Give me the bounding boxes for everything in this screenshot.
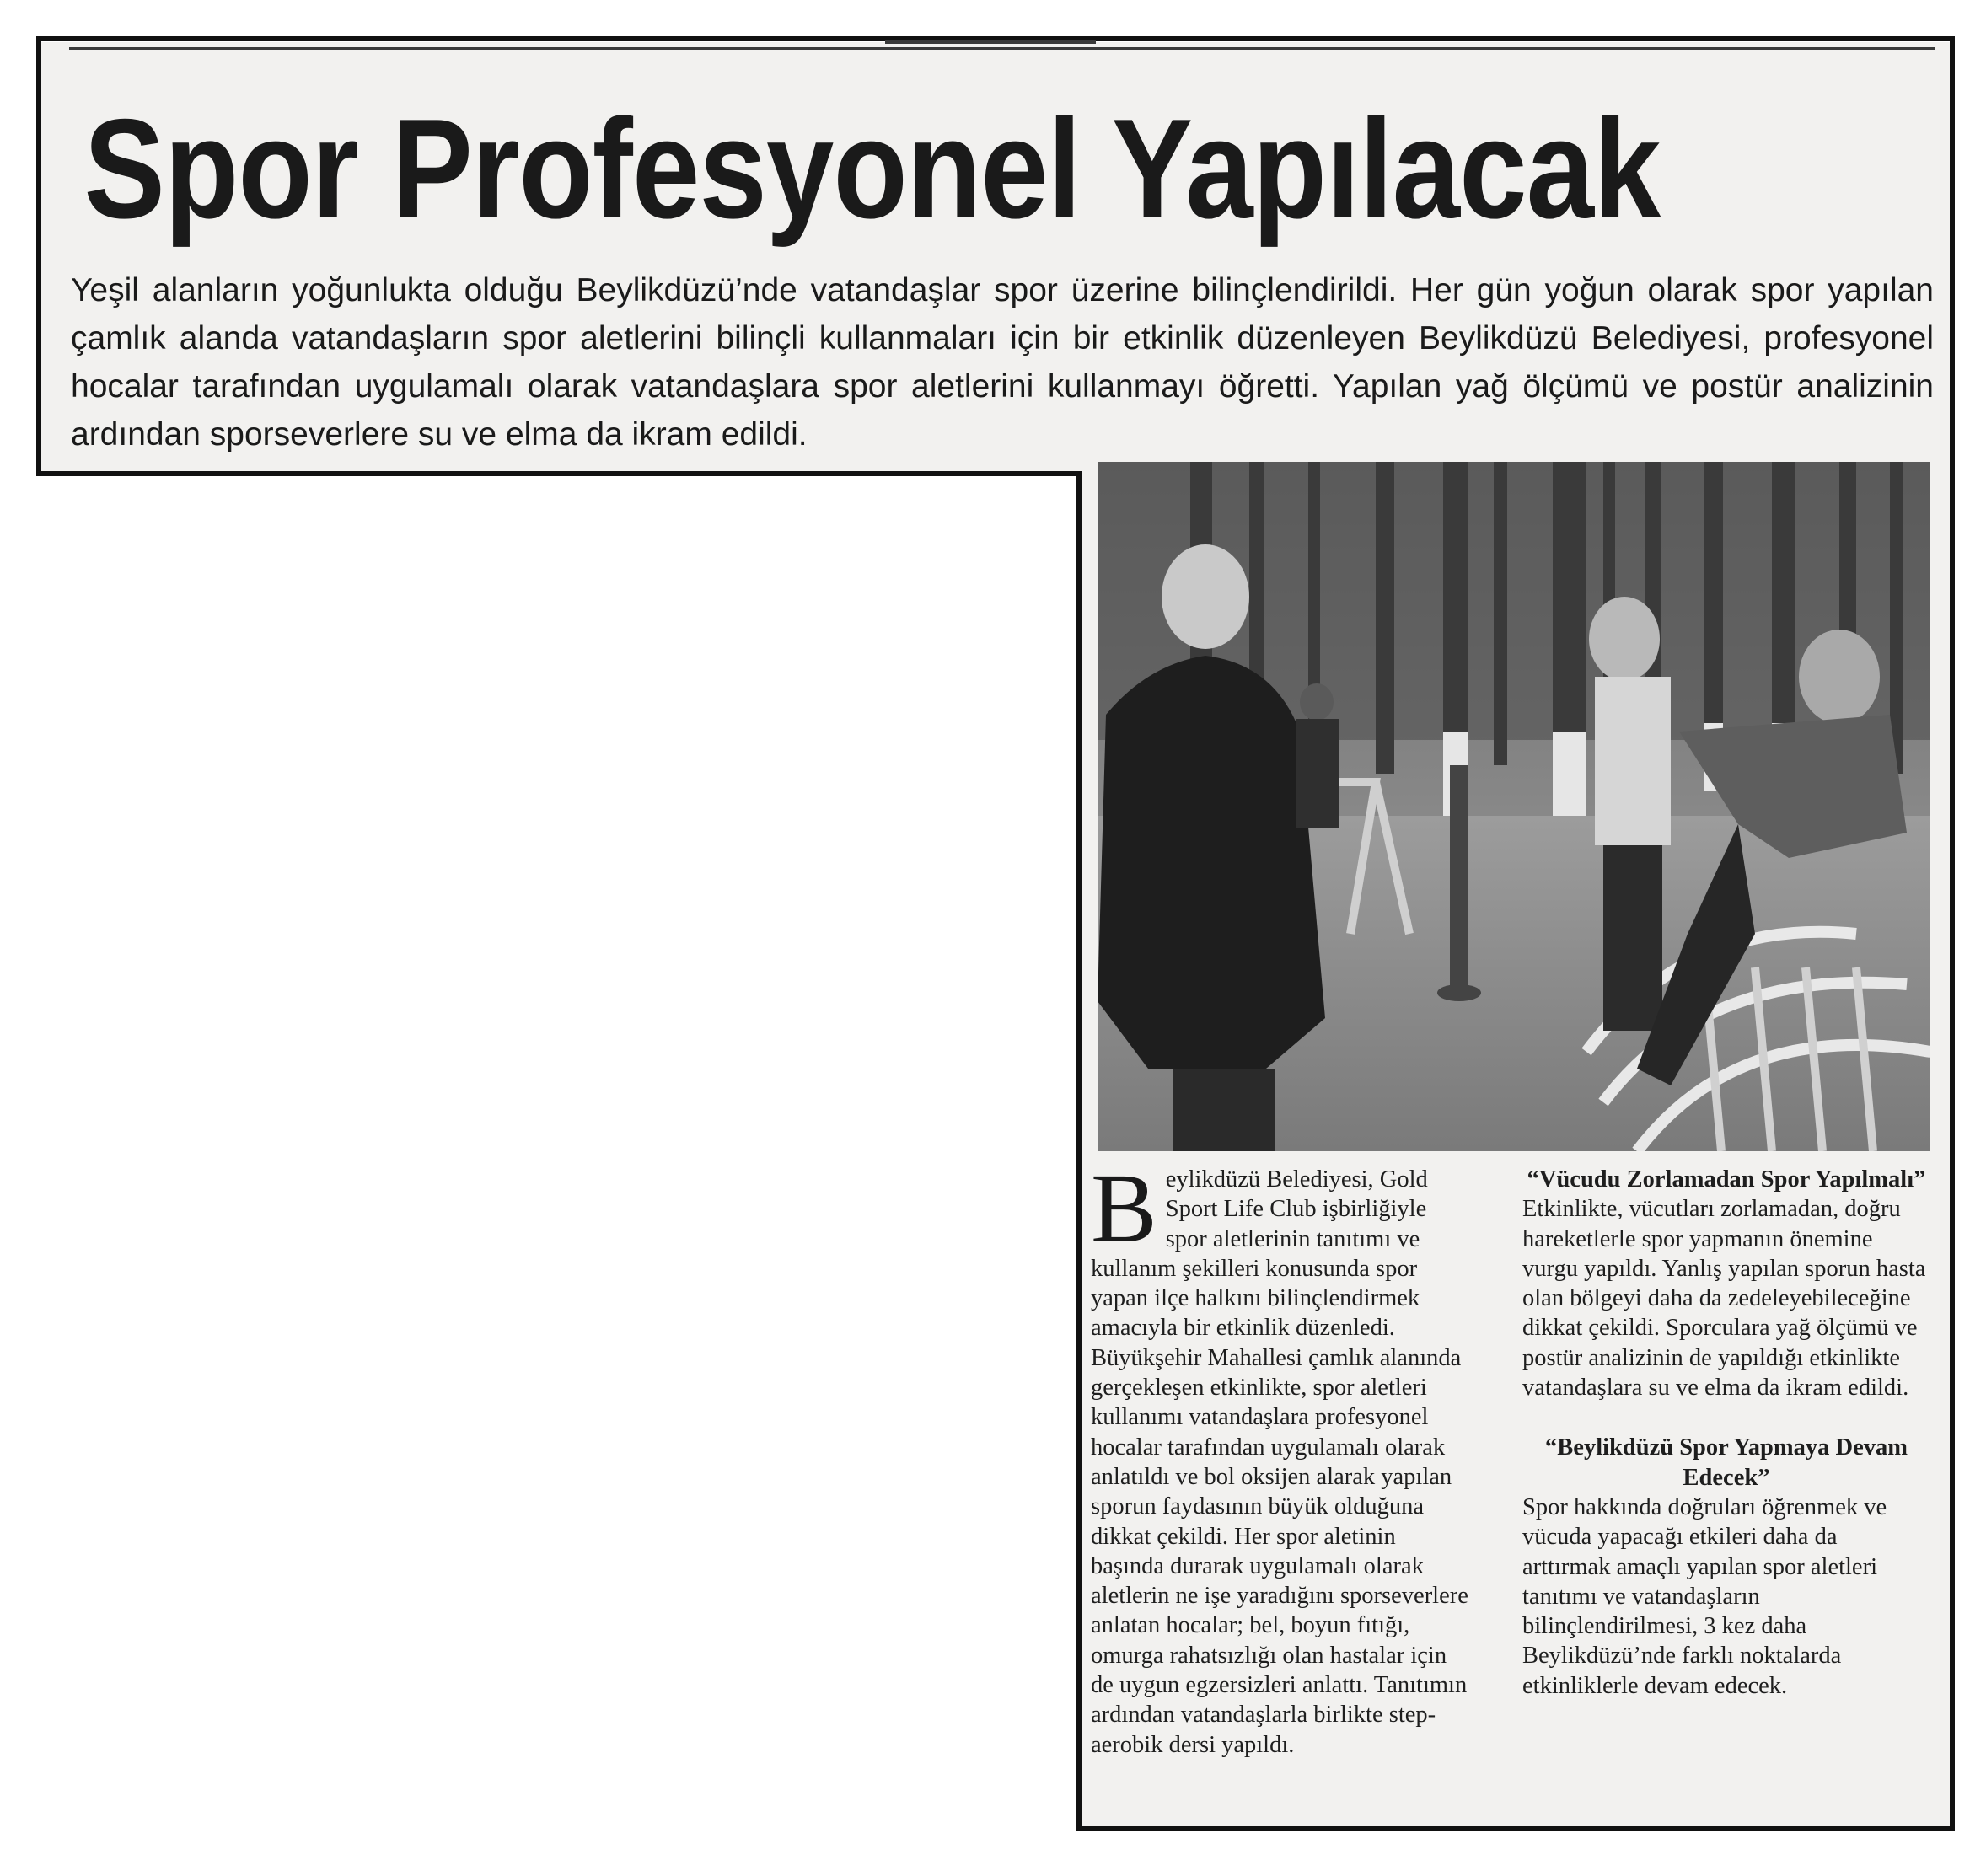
section-heading-1: “Vücudu Zorlamadan Spor Yapılmalı” bbox=[1527, 1166, 1926, 1193]
drop-cap: B bbox=[1091, 1153, 1157, 1263]
top-rule-accent bbox=[885, 40, 1096, 44]
outdoor-fitness-park-photo bbox=[1098, 462, 1930, 1151]
body-column-left bbox=[1091, 1153, 1472, 1760]
lead-paragraph: Yeşil alanların yoğunlukta olduğu Beylikdüzü’nde vatandaşlar spor üzerine bilinçlendirildi. Her gün yoğun olarak spor yapılan çamlık alanda vatandaşların spor aletlerini bilinçli kullanmaları için bir etkinlik düzenleyen Beylikdüzü Belediyesi, profesyonel hocalar tarafından uygulamalı olarak vatandaşlara spor aletlerini kullanmayı öğretti. Yapılan yağ ölçümü ve postür analizinin ardından sporseverlere su ve elma da ikram edildi. bbox=[71, 272, 1934, 453]
body-column-right bbox=[1522, 1165, 1930, 1701]
top-rule bbox=[69, 47, 1935, 50]
body-text: eylikdüzü Belediyesi, Gold Sport Life Club işbirliğiyle spor aletlerinin tanıtımı ve kullanım şekilleri konusunda spor yapan ilçe halkını bilinçlendirmek amacıyla bir etkinlik düzenledi. Büyükşehir Mahallesi çamlık alanında gerçekleşen etkinlikte, spor aletleri kullanımı vatandaşlara profesyonel hocalar tarafından uygulamalı olarak anlatıldı ve bol oksijen alarak yapılan sporun faydasının büyük olduğuna dikkat çekildi. Her spor aletinin başında durarak uygulamalı olarak aletlerin ne işe yaradığını sporseverlere anlatan hocalar; bel, boyun fıtığı, omurga rahatsızlığı olan hastalar için de uygun egzersizleri anlattı. Tanıtımın ardından vatandaşlarla birlikte step-aerobik dersi yapıldı. bbox=[1091, 1166, 1468, 1758]
headline: Spor Profesyonel Yapılacak bbox=[83, 89, 1661, 248]
section-heading-2: “Beylikdüzü Spor Yapmaya Devam Edecek” bbox=[1545, 1434, 1908, 1491]
section-paragraph-2: Spor hakkında doğruları öğrenmek ve vücuda yapacağı etkileri daha da arttırmak amaçlı yapılan spor aletleri tanıtımı ve vatandaşların bilinçlendirilmesi, 3 kez daha Beylikdüzü’nde farklı noktalarda etkinliklerle devam edecek. bbox=[1522, 1493, 1887, 1699]
section-paragraph-1: Etkinlikte, vücutları zorlamadan, doğru hareketlerle spor yapmanın önemine vurgu yapıldı. Yanlış yapılan sporun hasta olan bölgeyi daha da zedeleyebileceğine dikkat çekildi. Sporculara yağ ölçümü ve postür analizinin de yapıldığı etkinlikte vatandaşlara su ve elma da ikram edildi. bbox=[1522, 1196, 1926, 1402]
